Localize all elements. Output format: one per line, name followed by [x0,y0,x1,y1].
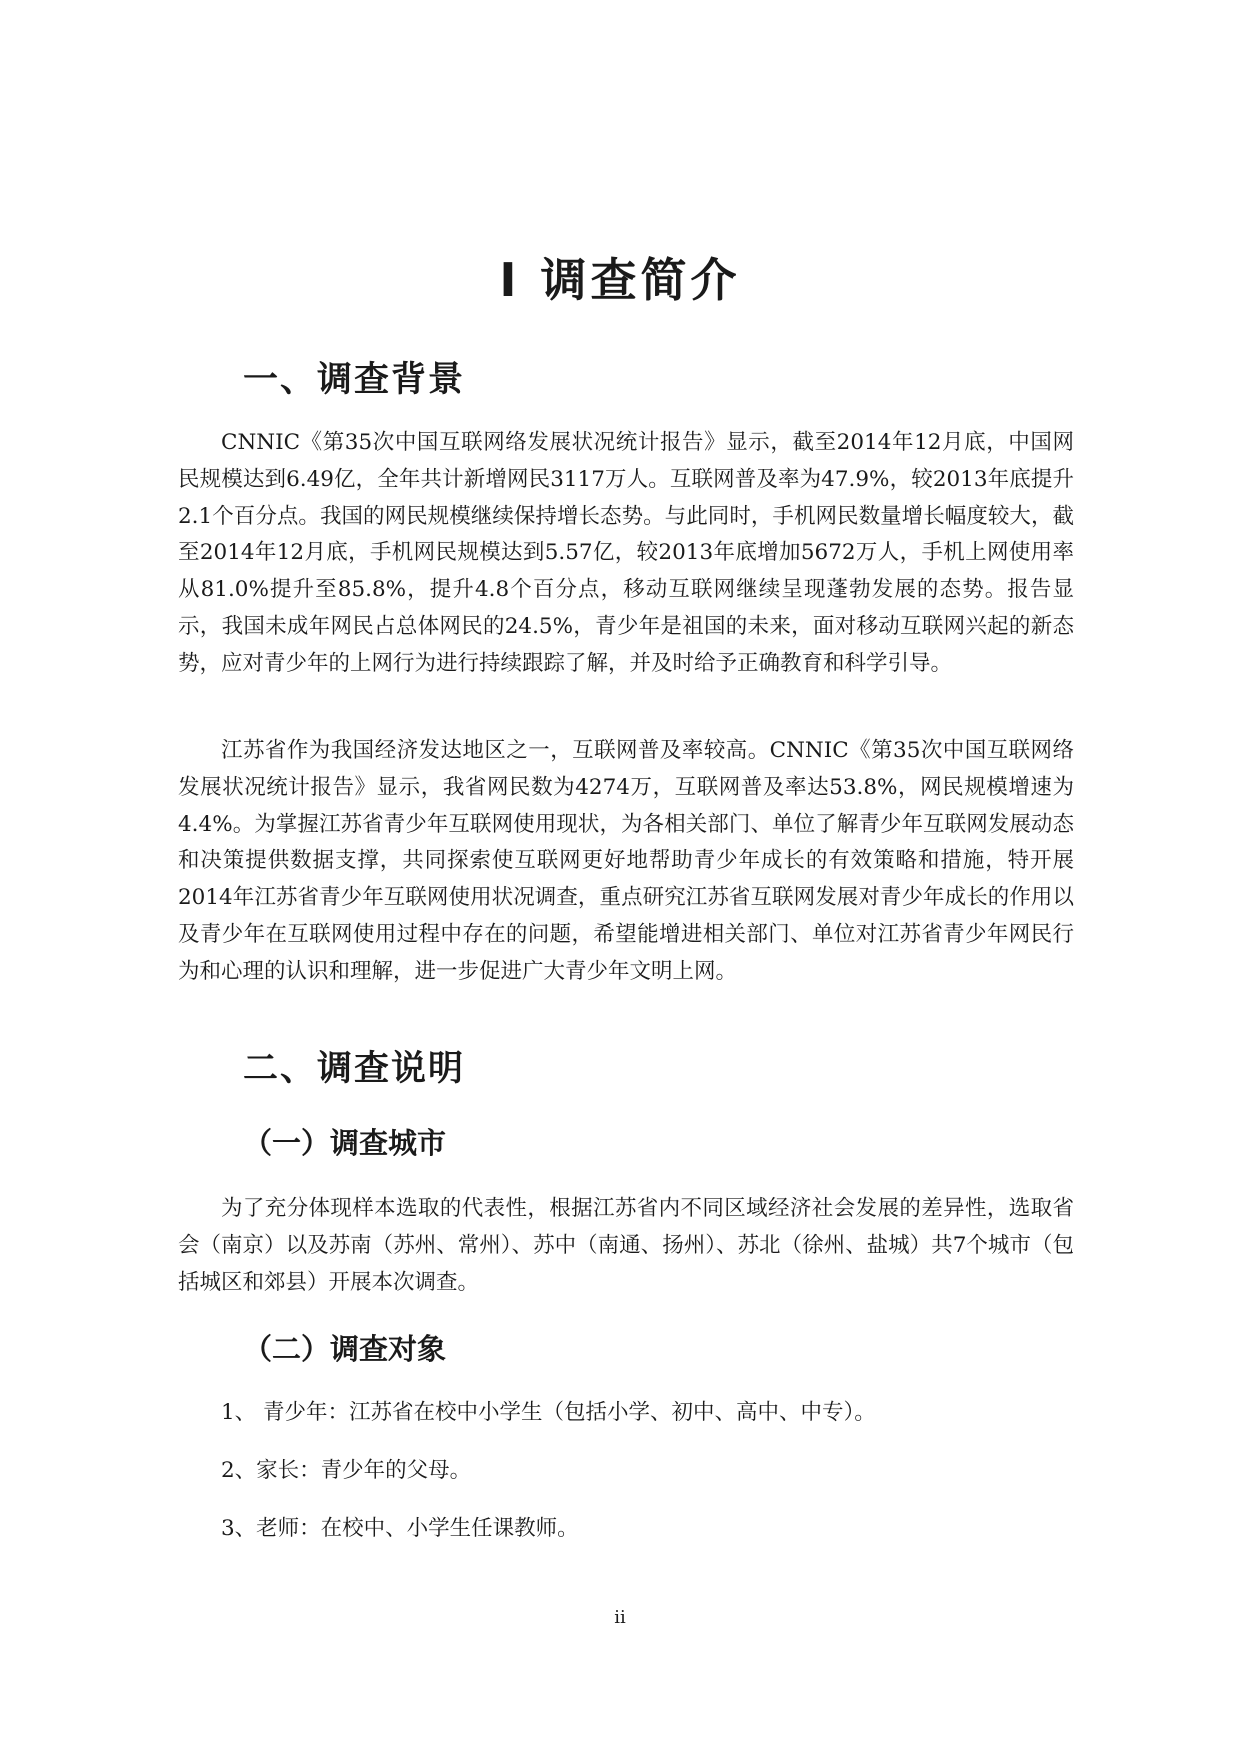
background-paragraph-1: CNNIC《第35次中国互联网络发展状况统计报告》显示，截至2014年12月底，中国网民规模达到6.49亿，全年共计新增网民3117万人。互联网普及率为47.9%，较2013年底提升2.1个百分点。我国的网民规模继续保持增长态势。与此同时，手机网民数量增长幅度较大，截至2014年12月底，手机网民规模达到5.57亿，较2013年底增加5672万人，手机上网使用率从81.0%提升至85.8%，提升4.8个百分点，移动互联网继续呈现蓬勃发展的态势。报告显示，我国未成年网民占总体网民的24.5%，青少年是祖国的未来，面对移动互联网兴起的新态势，应对青少年的上网行为进行持续跟踪了解，并及时给予正确教育和科学引导。 [178,430,1074,676]
subsection-heading-cities: （一）调查城市 [243,1126,447,1160]
subject-item-parents: 2、家长：青少年的父母。 [221,1458,472,1483]
chapter-title: I 调查简介 [499,253,741,307]
subsection-heading-subjects: （二）调查对象 [243,1332,447,1366]
subject-item-teachers: 3、老师：在校中、小学生任课教师。 [221,1516,579,1541]
background-paragraph-2: 江苏省作为我国经济发达地区之一，互联网普及率较高。CNNIC《第35次中国互联网络发展状况统计报告》显示，我省网民数为4274万，互联网普及率达53.8%，网民规模增速为4.4%。为掌握江苏省青少年互联网使用现状，为各相关部门、单位了解青少年互联网发展动态和决策提供数据支撑，共同探索使互联网更好地帮助青少年成长的有效策略和措施，特开展2014年江苏省青少年互联网使用状况调查，重点研究江苏省互联网发展对青少年成长的作用以及青少年在互联网使用过程中存在的问题，希望能增进相关部门、单位对江苏省青少年网民行为和心理的认识和理解，进一步促进广大青少年文明上网。 [178,738,1074,984]
section-heading-background: 一、调查背景 [243,360,466,400]
section-heading-description: 二、调查说明 [243,1049,466,1089]
cities-paragraph: 为了充分体现样本选取的代表性，根据江苏省内不同区域经济社会发展的差异性，选取省会（南京）以及苏南（苏州、常州）、苏中（南通、扬州）、苏北（徐州、盐城）共7个城市（包括城区和郊县）开展本次调查。 [178,1196,1074,1295]
subject-item-youth: 1、 青少年：江苏省在校中小学生（包括小学、初中、高中、中专）。 [221,1400,876,1425]
page-number: ii [614,1607,626,1628]
